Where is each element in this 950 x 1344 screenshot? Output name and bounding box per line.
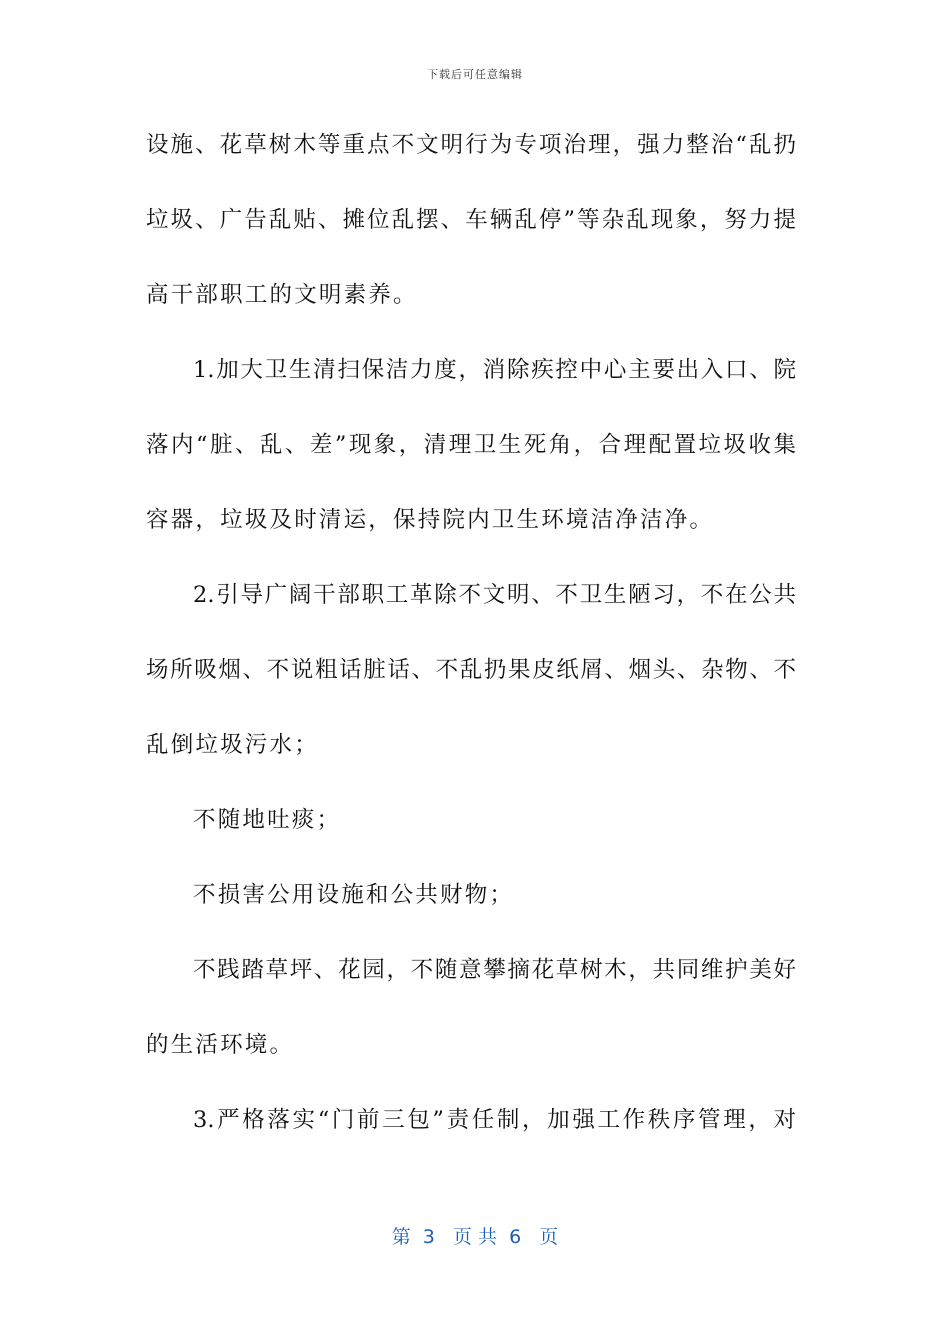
document-body (146, 118, 796, 1168)
text-line: 场所吸烟、不说粗话脏话、不乱扔果皮纸屑、烟头、杂物、不 (146, 657, 796, 683)
text-line: 不随地吐痰； (193, 807, 342, 833)
text-line: 不践踏草坪、花园，不随意攀摘花草树木，共同维护美好 (193, 957, 796, 983)
text-line: 3.严格落实“门前三包”责任制，加强工作秩序管理，对 (193, 1107, 796, 1133)
text-line: 落内“脏、乱、差”现象，清理卫生死角，合理配置垃圾收集 (146, 432, 796, 458)
text-line: 垃圾、广告乱贴、摊位乱摆、车辆乱停”等杂乱现象，努力提 (146, 207, 796, 233)
text-line: 乱倒垃圾污水； (146, 732, 319, 758)
text-line: 不损害公用设施和公共财物； (193, 882, 515, 908)
page-header: 下载后可任意编辑 (427, 68, 523, 81)
page-number-footer: 第 3 页 共 6 页 (391, 1226, 559, 1248)
text-line: 高干部职工的文明素养。 (146, 282, 418, 308)
text-line: 1.加大卫生清扫保洁力度，消除疾控中心主要出入口、院 (193, 357, 796, 383)
text-line: 容器，垃圾及时清运，保持院内卫生环境洁净洁净。 (146, 507, 715, 533)
text-line: 设施、花草树木等重点不文明行为专项治理，强力整治“乱扔 (146, 132, 796, 158)
text-line: 的生活环境。 (146, 1032, 295, 1058)
text-line: 2.引导广阔干部职工革除不文明、不卫生陋习，不在公共 (193, 582, 796, 608)
